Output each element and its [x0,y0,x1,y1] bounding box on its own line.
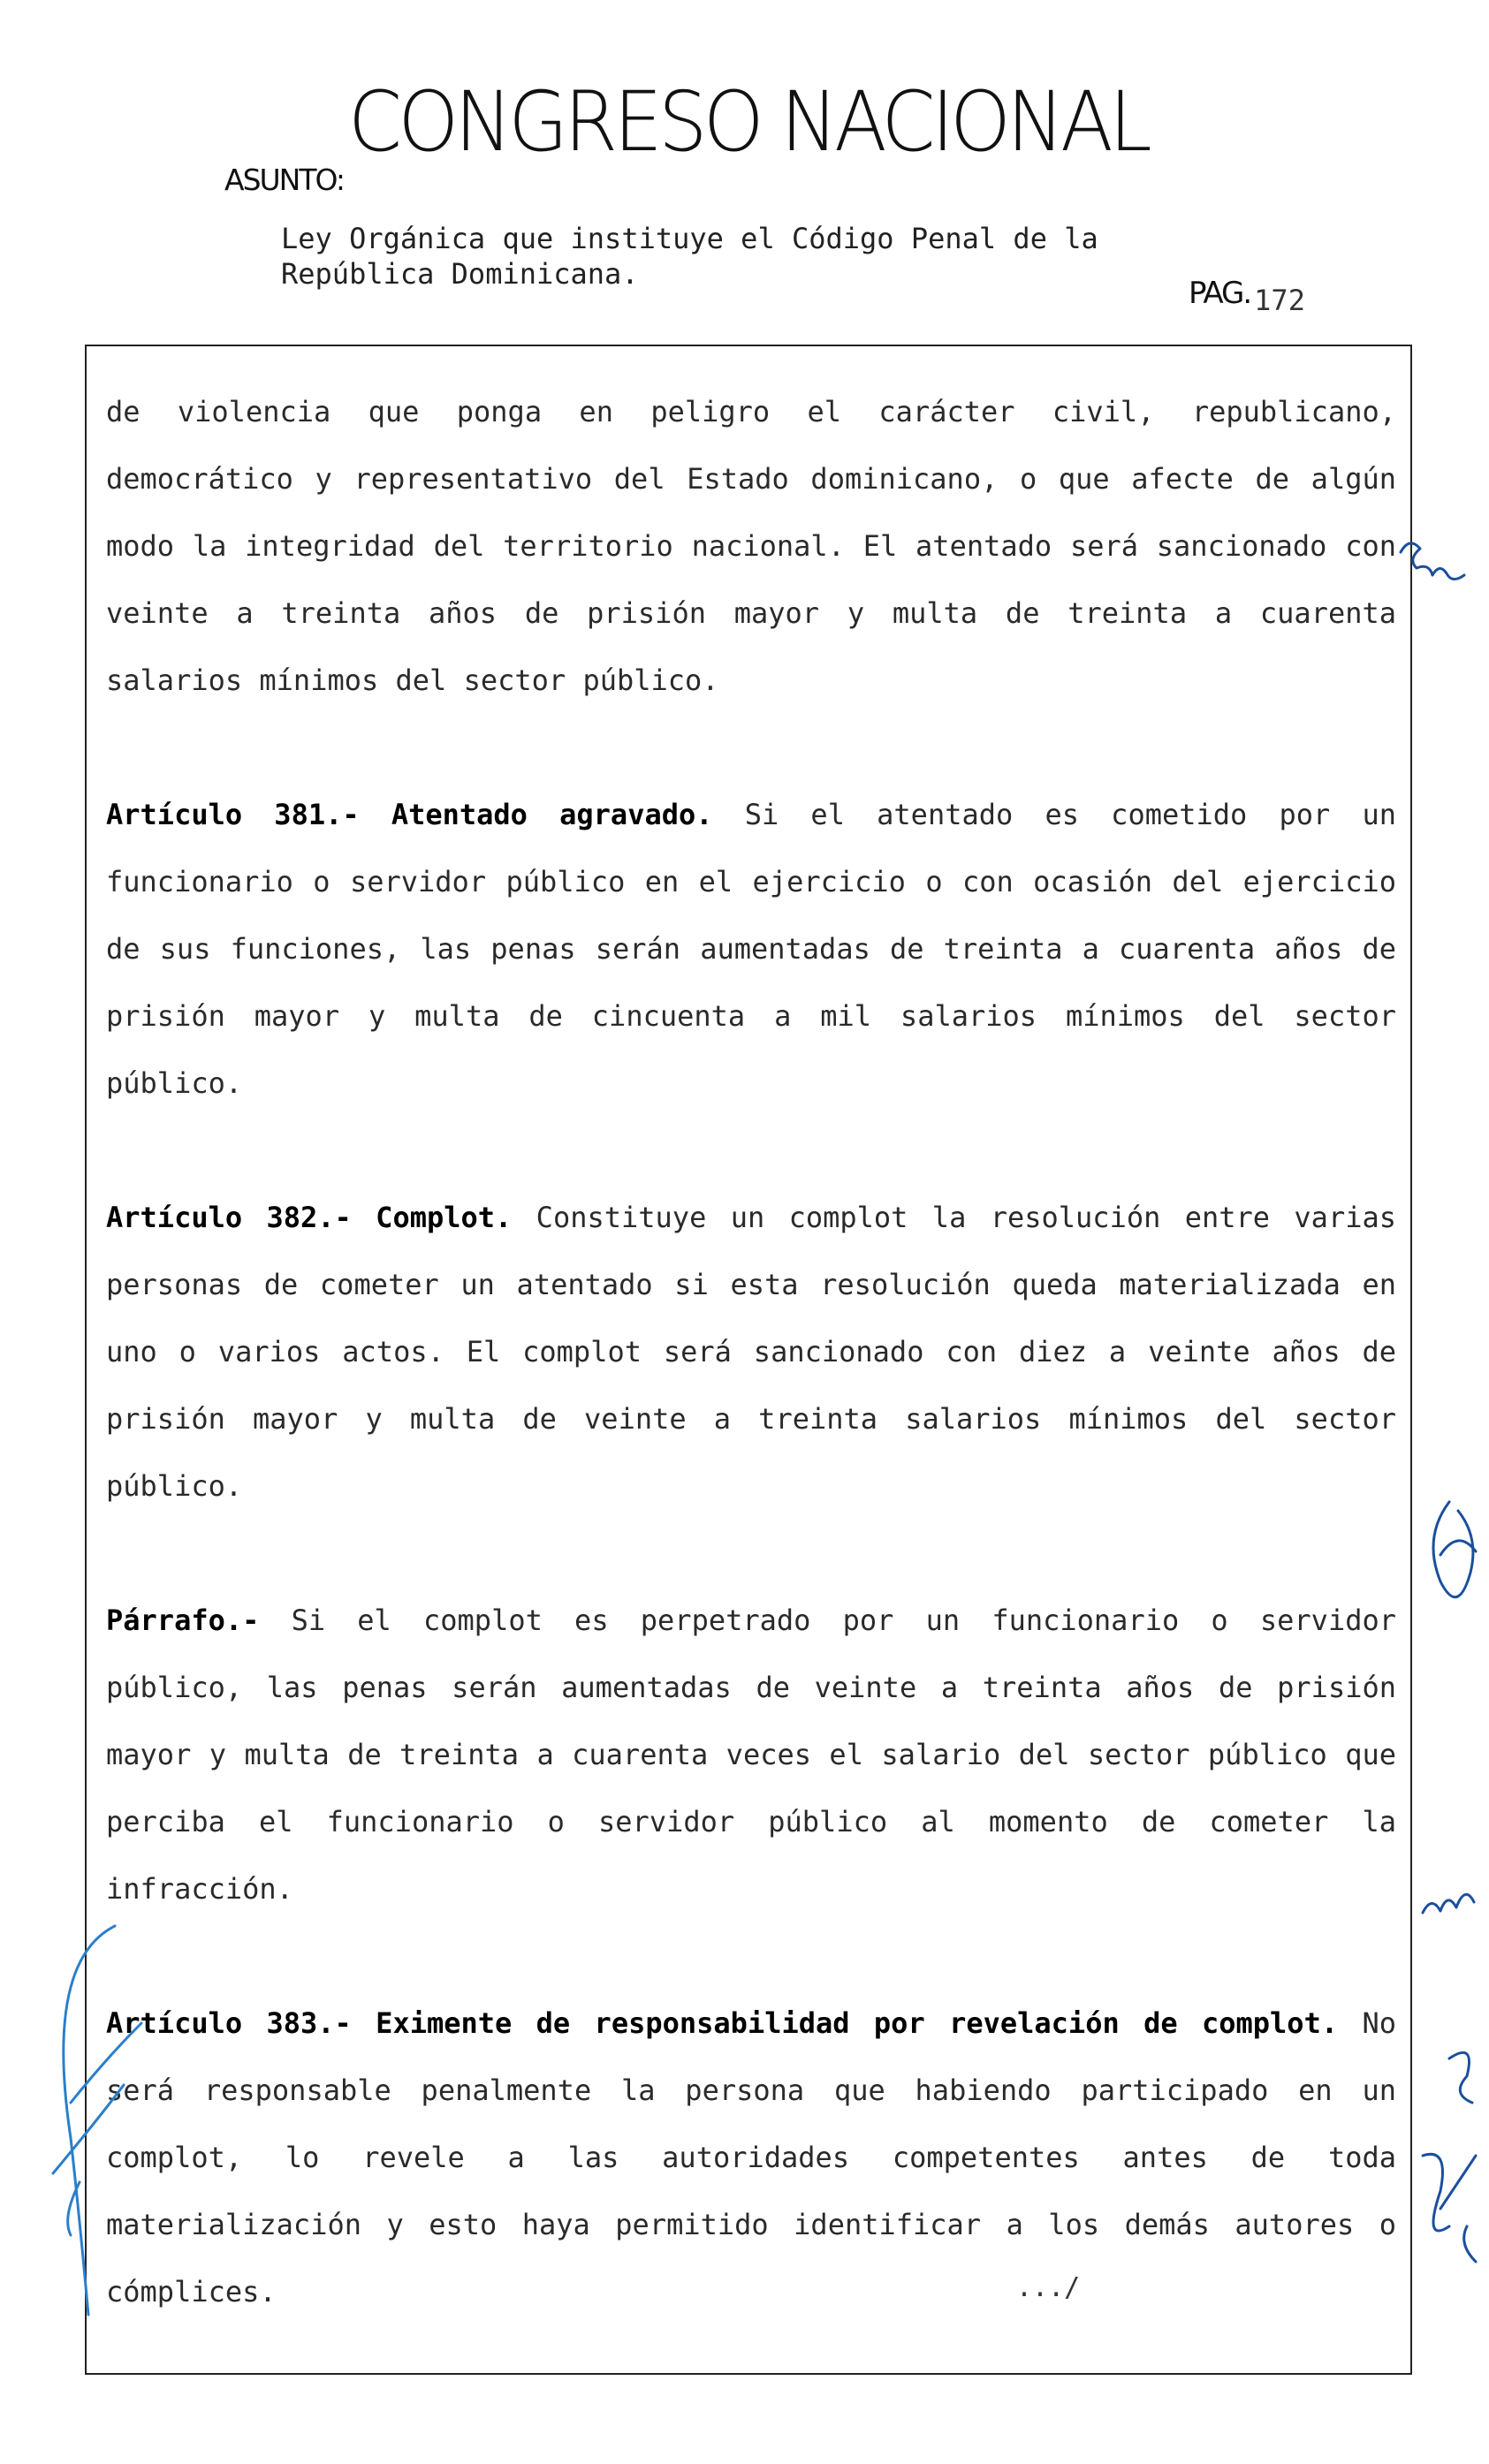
article-heading: Párrafo.- [106,1603,260,1637]
intro-paragraph: de violencia que ponga en peligro el carácter civil, republicano, democrático y representativo del Estado dominicano, o que afecte de algún modo la integridad del territorio nacional. El atentado será sancionado con veinte a treinta años de prisión mayor y multa de treinta a cuarenta salarios mínimos del sector público. [106,395,1396,697]
article-text: Si el complot es perpetrado por un funcionario o servidor público, las penas serán aumentadas de veinte a treinta años de prisión mayor y multa de treinta a cuarenta veces el salario del sector público que perciba el funcionario o servidor público al momento de cometer la infracción. [106,1603,1396,1906]
article-text: Constituye un complot la resolución entre varias personas de cometer un atentado si esta resolución queda materializada en uno o varios actos. El complot será sancionado con diez a veinte años de prisión mayor y multa de veinte a treinta salarios mínimos del sector público. [106,1201,1397,1503]
initials-mark-middle [1433,1502,1476,1597]
article-text: Si el atentado es cometido por un funcionario o servidor público en el ejercicio o con ocasión del ejercicio de sus funciones, las penas serán aumentadas de treinta a cuarenta años de prisión mayor y multa de cincuenta a mil salarios mínimos del sector público. [106,798,1397,1100]
subject-line: República Dominicana. [281,257,639,291]
page-indicator [1189,276,1305,317]
asunto-label: ASUNTO: [224,163,345,197]
subject-line: Ley Orgánica que instituye el Código Penal de la [281,222,1098,255]
page-title: CONGRESO NACIONAL [348,74,1149,171]
article-382-paragraph [106,1184,1396,1520]
article-heading: Artículo 383.- Eximente de responsabilidad por revelación de complot. [106,2006,1339,2040]
page-number: 172 [1254,284,1305,317]
document-body [106,378,1396,2325]
article-381-paragraph [106,781,1396,1117]
initials-mark-lower [1423,1894,1474,1913]
article-heading: Artículo 381.- Atentado agravado. [106,798,713,831]
continuation-mark: .../ [1016,2272,1081,2303]
article-383-paragraph [106,1990,1396,2325]
initials-mark-bottom [1423,2052,1476,2262]
subject-block [281,221,1253,292]
page-label: PAG. [1189,276,1251,311]
article-heading: Artículo 382.- Complot. [106,1201,513,1234]
article-text: No será responsable penalmente la persona que habiendo participado en un complot, lo revele a las autoridades competentes antes de toda materialización y esto haya permitido identificar a los demás autores o cómplices. [106,2006,1397,2309]
parrafo-paragraph [106,1587,1396,1922]
